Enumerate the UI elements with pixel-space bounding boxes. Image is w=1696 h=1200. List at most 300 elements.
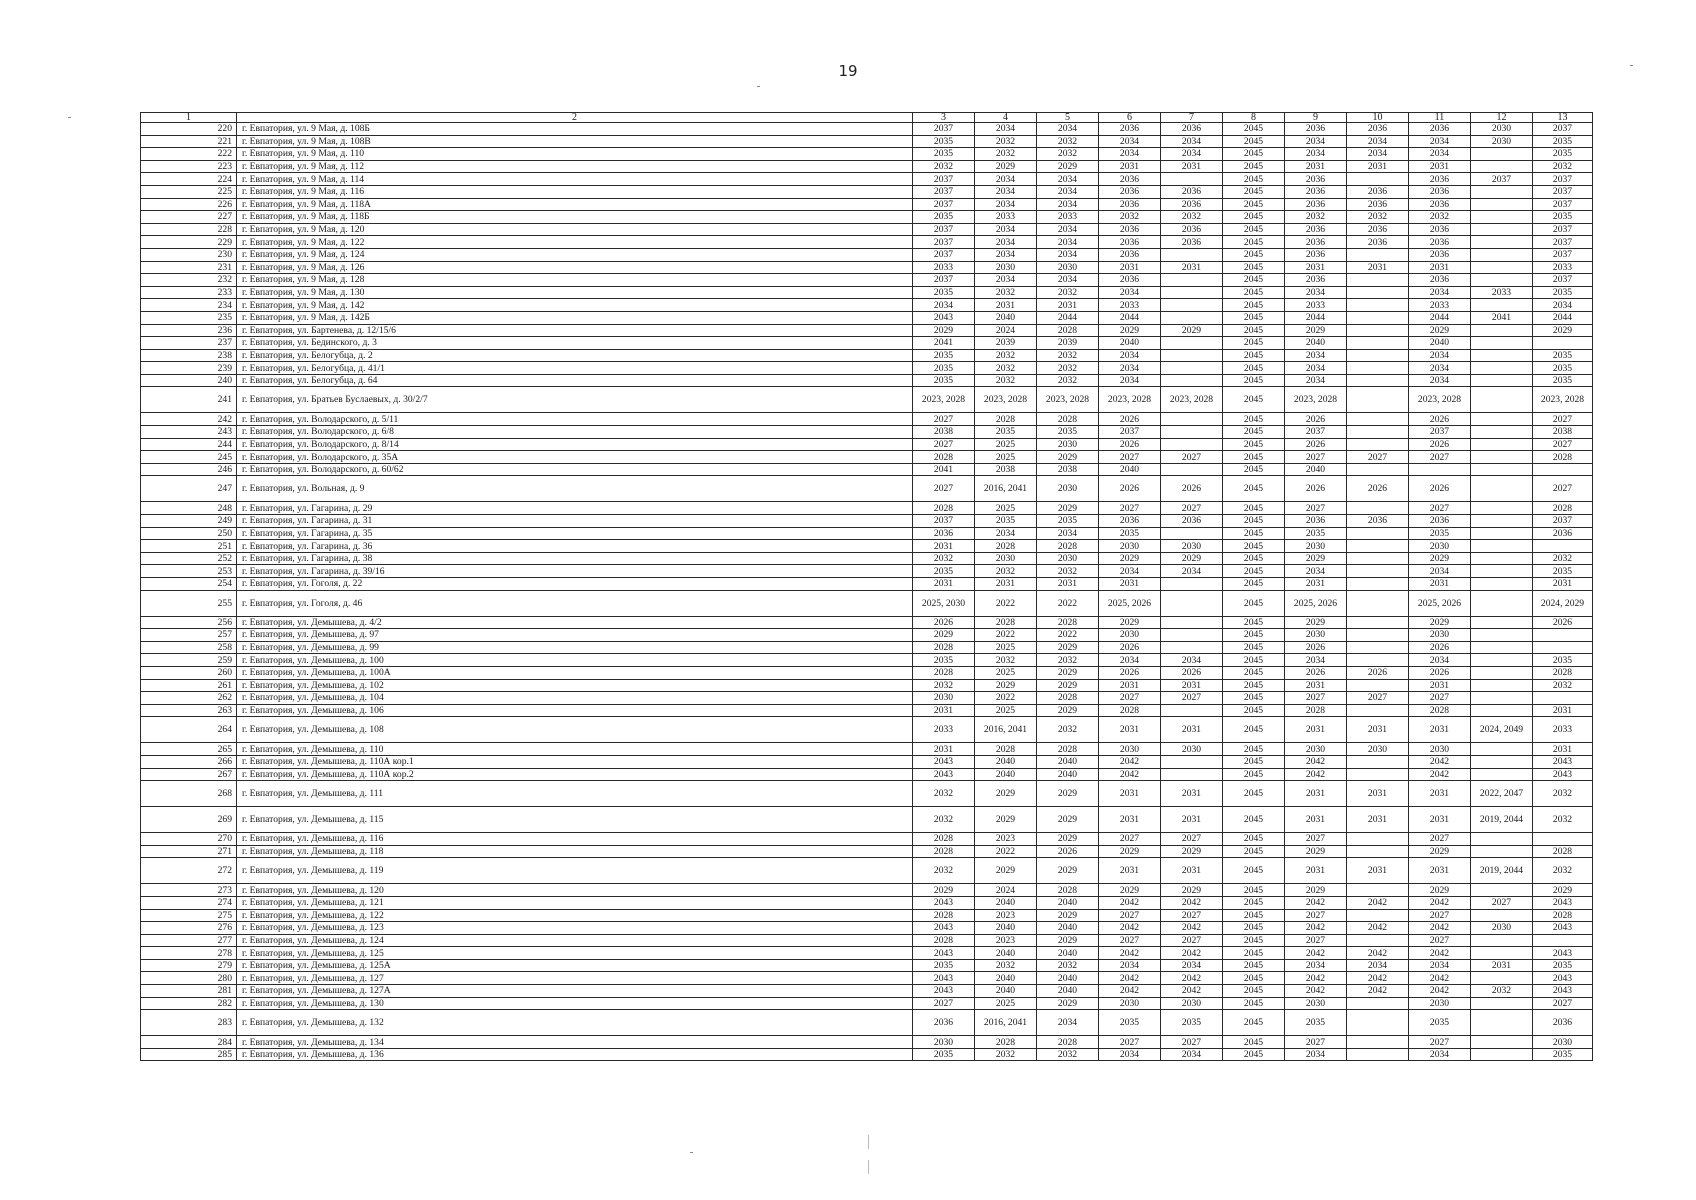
year-cell: 2036 (1099, 198, 1161, 211)
year-cell: 2036 (1285, 248, 1347, 261)
year-cell: 2036 (1409, 515, 1471, 528)
table-row (141, 922, 1593, 935)
year-cell: 2042 (1161, 972, 1223, 985)
year-cell (1347, 311, 1409, 324)
year-cell: 2034 (1037, 123, 1099, 136)
table-row (141, 1036, 1593, 1049)
year-cell: 2029 (1533, 884, 1593, 897)
row-number-cell: 234 (141, 299, 237, 312)
address-cell: г. Евпатория, ул. 9 Мая, д. 128 (237, 274, 913, 287)
year-cell: 2045 (1223, 833, 1285, 846)
address-cell: г. Евпатория, ул. 9 Мая, д. 112 (237, 160, 913, 173)
year-cell: 2042 (1285, 947, 1347, 960)
year-cell: 2031 (1099, 679, 1161, 692)
year-cell: 2032 (913, 679, 975, 692)
year-cell: 2036 (1285, 274, 1347, 287)
year-cell (1471, 261, 1533, 274)
year-cell (1161, 755, 1223, 768)
table-row (141, 997, 1593, 1010)
year-cell: 2031 (1161, 781, 1223, 807)
year-cell: 2027 (1533, 997, 1593, 1010)
year-cell: 2035 (913, 286, 975, 299)
year-cell: 2032 (1037, 565, 1099, 578)
year-cell: 2030 (1409, 540, 1471, 553)
year-cell: 2022, 2047 (1471, 781, 1533, 807)
scan-speck (1630, 65, 1633, 66)
year-cell: 2026 (1409, 666, 1471, 679)
year-cell: 2038 (1533, 426, 1593, 439)
address-cell: г. Евпатория, ул. Демышева, д. 100 (237, 654, 913, 667)
year-cell: 2045 (1223, 641, 1285, 654)
table-row (141, 236, 1593, 249)
year-cell: 2041 (913, 337, 975, 350)
year-cell: 2032 (975, 565, 1037, 578)
year-cell: 2043 (1533, 922, 1593, 935)
year-cell: 2043 (1533, 755, 1593, 768)
year-cell: 2045 (1223, 160, 1285, 173)
year-cell: 2019, 2044 (1471, 807, 1533, 833)
year-cell: 2045 (1223, 463, 1285, 476)
year-cell: 2029 (975, 679, 1037, 692)
row-number-cell: 224 (141, 173, 237, 186)
table-row (141, 654, 1593, 667)
year-cell: 2032 (913, 858, 975, 884)
year-cell: 2036 (1099, 248, 1161, 261)
year-cell (1347, 552, 1409, 565)
year-cell: 2029 (975, 781, 1037, 807)
year-cell: 2045 (1223, 476, 1285, 502)
year-cell: 2030 (975, 552, 1037, 565)
year-cell: 2045 (1223, 845, 1285, 858)
year-cell: 2035 (1533, 959, 1593, 972)
row-number-cell: 230 (141, 248, 237, 261)
year-cell: 2031 (1347, 717, 1409, 743)
year-cell: 2037 (913, 123, 975, 136)
address-cell: г. Евпатория, ул. Демышева, д. 102 (237, 679, 913, 692)
year-cell (1533, 463, 1593, 476)
year-cell: 2031 (1099, 261, 1161, 274)
year-cell: 2034 (1161, 959, 1223, 972)
year-cell: 2036 (1285, 185, 1347, 198)
year-cell: 2035 (1285, 527, 1347, 540)
year-cell: 2036 (1347, 515, 1409, 528)
column-number-cell: 4 (975, 113, 1037, 123)
year-cell: 2045 (1223, 198, 1285, 211)
row-number-cell: 285 (141, 1048, 237, 1061)
year-cell: 2029 (1037, 909, 1099, 922)
year-cell (1347, 578, 1409, 591)
year-cell: 2042 (1409, 755, 1471, 768)
year-cell: 2032 (1099, 211, 1161, 224)
year-cell: 2027 (1409, 909, 1471, 922)
table-row (141, 438, 1593, 451)
year-cell: 2040 (975, 755, 1037, 768)
year-cell: 2045 (1223, 947, 1285, 960)
year-cell: 2043 (913, 922, 975, 935)
table-row (141, 211, 1593, 224)
year-cell: 2030 (1409, 743, 1471, 756)
year-cell: 2016, 2041 (975, 476, 1037, 502)
housing-registry-table (140, 112, 1593, 1061)
year-cell (1471, 248, 1533, 261)
year-cell: 2028 (975, 540, 1037, 553)
column-number-cell: 10 (1347, 113, 1409, 123)
year-cell (1161, 641, 1223, 654)
year-cell (1471, 590, 1533, 616)
year-cell: 2028 (975, 743, 1037, 756)
year-cell: 2032 (975, 349, 1037, 362)
year-cell: 2040 (1037, 985, 1099, 998)
year-cell (1471, 274, 1533, 287)
year-cell: 2036 (1099, 515, 1161, 528)
year-cell: 2040 (1037, 922, 1099, 935)
year-cell: 2036 (1347, 223, 1409, 236)
year-cell: 2031 (1533, 578, 1593, 591)
year-cell: 2033 (975, 211, 1037, 224)
year-cell: 2039 (975, 337, 1037, 350)
year-cell: 2025, 2026 (1409, 590, 1471, 616)
year-cell (1471, 704, 1533, 717)
year-cell: 2028 (913, 934, 975, 947)
year-cell: 2035 (913, 349, 975, 362)
year-cell: 2033 (913, 261, 975, 274)
row-number-cell: 280 (141, 972, 237, 985)
year-cell (1347, 845, 1409, 858)
year-cell: 2042 (1409, 972, 1471, 985)
year-cell (1471, 299, 1533, 312)
year-cell: 2036 (1099, 185, 1161, 198)
year-cell: 2034 (1161, 148, 1223, 161)
row-number-cell: 256 (141, 616, 237, 629)
year-cell: 2029 (1037, 833, 1099, 846)
year-cell: 2029 (1037, 641, 1099, 654)
year-cell (1347, 438, 1409, 451)
year-cell (1471, 476, 1533, 502)
year-cell: 2031 (1099, 578, 1161, 591)
page-number: 19 (838, 62, 858, 80)
year-cell: 2036 (1285, 223, 1347, 236)
year-cell (1161, 311, 1223, 324)
year-cell: 2040 (1099, 463, 1161, 476)
address-cell: г. Евпатория, ул. Демышева, д. 119 (237, 858, 913, 884)
year-cell (1409, 463, 1471, 476)
year-cell: 2045 (1223, 578, 1285, 591)
year-cell: 2045 (1223, 807, 1285, 833)
row-number-cell: 281 (141, 985, 237, 998)
year-cell: 2025 (975, 451, 1037, 464)
year-cell: 2037 (913, 223, 975, 236)
year-cell: 2036 (913, 1010, 975, 1036)
year-cell: 2034 (1409, 654, 1471, 667)
year-cell: 2031 (1099, 807, 1161, 833)
year-cell: 2045 (1223, 858, 1285, 884)
year-cell: 2023, 2028 (1285, 387, 1347, 413)
year-cell: 2032 (1037, 349, 1099, 362)
year-cell: 2030 (1099, 540, 1161, 553)
year-cell: 2043 (1533, 896, 1593, 909)
year-cell: 2029 (1285, 884, 1347, 897)
table-row (141, 123, 1593, 136)
year-cell: 2036 (1285, 123, 1347, 136)
address-cell: г. Евпатория, ул. 9 Мая, д. 130 (237, 286, 913, 299)
year-cell: 2027 (913, 438, 975, 451)
year-cell: 2028 (1037, 324, 1099, 337)
year-cell (1471, 616, 1533, 629)
year-cell (1471, 934, 1533, 947)
year-cell: 2036 (1347, 236, 1409, 249)
year-cell (1347, 502, 1409, 515)
year-cell (1347, 679, 1409, 692)
year-cell: 2037 (1533, 173, 1593, 186)
year-cell (1471, 426, 1533, 439)
year-cell: 2042 (1409, 922, 1471, 935)
year-cell: 2042 (1099, 755, 1161, 768)
year-cell: 2036 (1409, 185, 1471, 198)
year-cell (1347, 654, 1409, 667)
year-cell: 2027 (1409, 502, 1471, 515)
year-cell: 2031 (1161, 717, 1223, 743)
table-row (141, 858, 1593, 884)
year-cell: 2034 (1099, 135, 1161, 148)
row-number-cell: 226 (141, 198, 237, 211)
table-row (141, 884, 1593, 897)
table-row (141, 629, 1593, 642)
year-cell: 2031 (1347, 781, 1409, 807)
year-cell: 2029 (1285, 324, 1347, 337)
year-cell: 2035 (913, 565, 975, 578)
year-cell (1471, 515, 1533, 528)
year-cell: 2036 (1161, 185, 1223, 198)
row-number-cell: 221 (141, 135, 237, 148)
year-cell (1161, 413, 1223, 426)
row-number-cell: 278 (141, 947, 237, 960)
year-cell: 2026 (1161, 476, 1223, 502)
year-cell (1533, 641, 1593, 654)
year-cell: 2045 (1223, 123, 1285, 136)
table-row (141, 286, 1593, 299)
column-number-cell: 11 (1409, 113, 1471, 123)
address-cell: г. Евпатория, ул. Белогубца, д. 41/1 (237, 362, 913, 375)
year-cell (1161, 616, 1223, 629)
row-number-cell: 276 (141, 922, 237, 935)
year-cell: 2034 (1037, 198, 1099, 211)
row-number-cell: 258 (141, 641, 237, 654)
year-cell: 2030 (1409, 629, 1471, 642)
year-cell (1471, 337, 1533, 350)
year-cell: 2037 (1533, 123, 1593, 136)
year-cell: 2032 (1037, 374, 1099, 387)
year-cell (1161, 578, 1223, 591)
year-cell: 2036 (1285, 173, 1347, 186)
year-cell: 2042 (1161, 922, 1223, 935)
year-cell: 2034 (1285, 1048, 1347, 1061)
year-cell (1471, 374, 1533, 387)
row-number-cell: 231 (141, 261, 237, 274)
year-cell: 2031 (1347, 807, 1409, 833)
address-cell: г. Евпатория, ул. Гагарина, д. 39/16 (237, 565, 913, 578)
table-row (141, 590, 1593, 616)
year-cell: 2028 (975, 413, 1037, 426)
year-cell: 2045 (1223, 666, 1285, 679)
year-cell (1471, 565, 1533, 578)
row-number-cell: 271 (141, 845, 237, 858)
year-cell: 2032 (1533, 807, 1593, 833)
year-cell: 2034 (1037, 248, 1099, 261)
year-cell: 2042 (1161, 896, 1223, 909)
year-cell: 2023 (975, 909, 1037, 922)
year-cell: 2025, 2030 (913, 590, 975, 616)
year-cell: 2032 (1533, 552, 1593, 565)
year-cell (1347, 540, 1409, 553)
year-cell (1347, 248, 1409, 261)
year-cell: 2037 (1533, 515, 1593, 528)
year-cell: 2045 (1223, 1036, 1285, 1049)
table-row (141, 641, 1593, 654)
address-cell: г. Евпатория, ул. Демышева, д. 115 (237, 807, 913, 833)
year-cell: 2027 (1533, 413, 1593, 426)
year-cell: 2035 (1533, 565, 1593, 578)
year-cell: 2035 (1161, 1010, 1223, 1036)
year-cell: 2042 (1099, 896, 1161, 909)
year-cell: 2034 (1099, 374, 1161, 387)
year-cell: 2042 (1099, 972, 1161, 985)
table-row (141, 972, 1593, 985)
year-cell: 2029 (975, 807, 1037, 833)
year-cell: 2036 (1099, 236, 1161, 249)
year-cell: 2027 (1161, 692, 1223, 705)
address-cell: г. Евпатория, ул. Гагарина, д. 29 (237, 502, 913, 515)
address-cell: г. Евпатория, ул. Демышева, д. 125А (237, 959, 913, 972)
year-cell: 2031 (1161, 679, 1223, 692)
row-number-cell: 220 (141, 123, 237, 136)
column-number-cell: 3 (913, 113, 975, 123)
table-row (141, 248, 1593, 261)
year-cell: 2031 (1161, 160, 1223, 173)
year-cell: 2022 (975, 692, 1037, 705)
year-cell: 2016, 2041 (975, 717, 1037, 743)
year-cell: 2036 (1161, 236, 1223, 249)
row-number-cell: 259 (141, 654, 237, 667)
year-cell: 2031 (1099, 160, 1161, 173)
year-cell: 2037 (913, 198, 975, 211)
year-cell: 2045 (1223, 148, 1285, 161)
year-cell: 2028 (975, 1036, 1037, 1049)
year-cell (1471, 185, 1533, 198)
table-row (141, 261, 1593, 274)
year-cell: 2029 (1161, 324, 1223, 337)
year-cell: 2037 (1533, 185, 1593, 198)
year-cell: 2029 (1409, 884, 1471, 897)
year-cell: 2045 (1223, 223, 1285, 236)
year-cell: 2028 (1409, 704, 1471, 717)
year-cell: 2040 (1037, 972, 1099, 985)
year-cell: 2032 (975, 286, 1037, 299)
table-row (141, 426, 1593, 439)
address-cell: г. Евпатория, ул. Володарского, д. 6/8 (237, 426, 913, 439)
year-cell: 2035 (913, 654, 975, 667)
year-cell: 2035 (1533, 148, 1593, 161)
year-cell (1471, 947, 1533, 960)
year-cell: 2032 (1037, 135, 1099, 148)
year-cell: 2042 (1347, 972, 1409, 985)
year-cell: 2036 (1099, 123, 1161, 136)
table-row (141, 807, 1593, 833)
year-cell: 2023 (975, 833, 1037, 846)
year-cell (1347, 565, 1409, 578)
year-cell: 2045 (1223, 884, 1285, 897)
year-cell (1471, 552, 1533, 565)
year-cell: 2042 (1347, 985, 1409, 998)
year-cell (1347, 463, 1409, 476)
year-cell: 2027 (1409, 833, 1471, 846)
year-cell: 2043 (913, 947, 975, 960)
year-cell (1471, 578, 1533, 591)
year-cell (1347, 413, 1409, 426)
address-cell: г. Евпатория, ул. Гоголя, д. 46 (237, 590, 913, 616)
address-cell: г. Евпатория, ул. 9 Мая, д. 118А (237, 198, 913, 211)
year-cell: 2031 (1347, 261, 1409, 274)
year-cell: 2044 (1533, 311, 1593, 324)
year-cell: 2032 (1533, 160, 1593, 173)
year-cell (1533, 629, 1593, 642)
year-cell: 2035 (1409, 1010, 1471, 1036)
address-cell: г. Евпатория, ул. Гагарина, д. 35 (237, 527, 913, 540)
year-cell: 2045 (1223, 248, 1285, 261)
table-row (141, 896, 1593, 909)
year-cell: 2029 (1409, 324, 1471, 337)
year-cell: 2042 (1099, 947, 1161, 960)
year-cell: 2026 (1099, 476, 1161, 502)
year-cell (1471, 211, 1533, 224)
year-cell: 2033 (1037, 211, 1099, 224)
address-cell: г. Евпатория, ул. 9 Мая, д. 118Б (237, 211, 913, 224)
year-cell: 2045 (1223, 934, 1285, 947)
year-cell: 2035 (975, 426, 1037, 439)
year-cell: 2029 (1037, 502, 1099, 515)
year-cell: 2032 (1285, 211, 1347, 224)
table-row (141, 768, 1593, 781)
year-cell (1471, 413, 1533, 426)
year-cell: 2035 (1285, 1010, 1347, 1036)
year-cell (1347, 833, 1409, 846)
year-cell: 2031 (1037, 578, 1099, 591)
year-cell: 2029 (1409, 616, 1471, 629)
year-cell: 2045 (1223, 743, 1285, 756)
column-number-cell: 12 (1471, 113, 1533, 123)
address-cell: г. Евпатория, ул. Демышева, д. 120 (237, 884, 913, 897)
row-number-cell: 253 (141, 565, 237, 578)
year-cell (1161, 248, 1223, 261)
year-cell: 2034 (1409, 135, 1471, 148)
address-cell: г. Евпатория, ул. Демышева, д. 122 (237, 909, 913, 922)
year-cell: 2034 (1037, 173, 1099, 186)
year-cell: 2040 (1037, 768, 1099, 781)
address-cell: г. Евпатория, ул. Демышева, д. 136 (237, 1048, 913, 1061)
address-cell: г. Евпатория, ул. 9 Мая, д. 114 (237, 173, 913, 186)
year-cell: 2028 (1099, 704, 1161, 717)
scan-speck (757, 86, 760, 87)
address-cell: г. Евпатория, ул. Демышева, д. 130 (237, 997, 913, 1010)
year-cell: 2037 (913, 173, 975, 186)
year-cell: 2035 (1099, 527, 1161, 540)
address-cell: г. Евпатория, ул. Демышева, д. 123 (237, 922, 913, 935)
year-cell: 2045 (1223, 654, 1285, 667)
year-cell (1347, 387, 1409, 413)
year-cell: 2035 (1533, 211, 1593, 224)
year-cell: 2031 (1161, 261, 1223, 274)
year-cell: 2034 (1099, 362, 1161, 375)
year-cell: 2037 (1533, 236, 1593, 249)
